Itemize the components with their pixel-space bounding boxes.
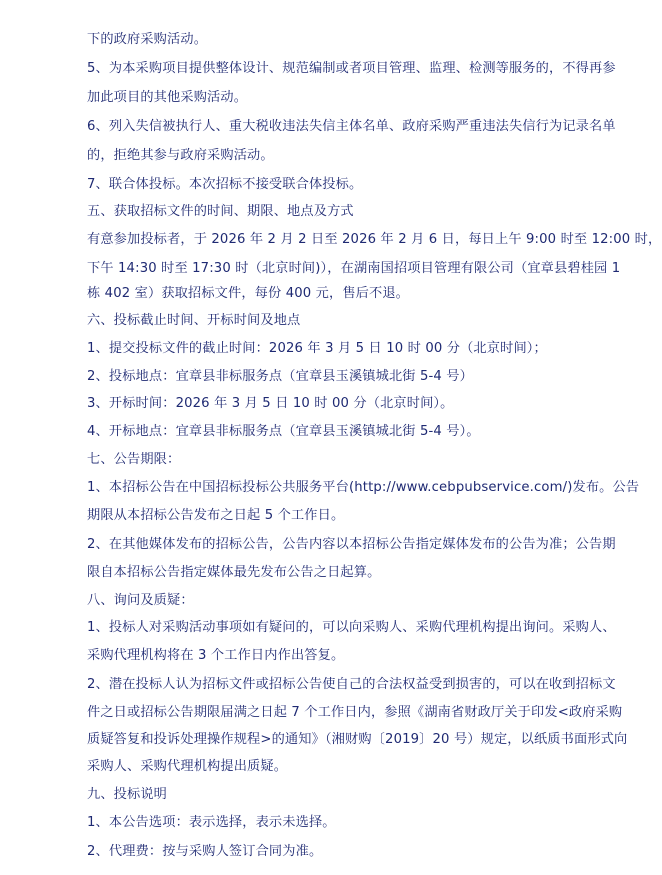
text-line-deadline: 1、提交投标文件的截止时间：2026 年 3 月 5 日 10 时 00 分（北京时间）； [87,341,547,356]
text-line-notice-1-cont: 期限从本招标公告发布之日起 5 个工作日。 [87,508,345,523]
text-line-inquiry-2-cont-3: 采购人、采购代理机构提出质疑。 [87,759,288,774]
section-heading-5: 五、获取招标文件的时间、期限、地点及方式 [87,204,354,219]
text-line-notice-2-cont: 限自本招标公告指定媒体最先发布公告之日起算。 [87,565,381,580]
text-line-acquisition-3: 栋 402 室）获取招标文件，每份 400 元，售后不退。 [87,286,410,301]
text-line-inquiry-2: 2、潜在投标人认为招标文件或招标公告使自己的合法权益受到损害的，可以在收到招标文 [87,677,616,692]
text-line-bid-location: 2、投标地点：宜章县非标服务点（宜章县玉溪镇城北街 5-4 号） [87,369,473,384]
text-line-opening-location: 4、开标地点：宜章县非标服务点（宜章县玉溪镇城北街 5-4 号）。 [87,424,480,439]
text-line-continuation: 下的政府采购活动。 [87,32,208,47]
text-line-notice-2: 2、在其他媒体发布的招标公告，公告内容以本招标公告指定媒体发布的公告为准；公告期 [87,537,616,552]
section-heading-7: 七、公告期限： [87,452,181,467]
text-line-item-6-cont: 的，拒绝其参与政府采购活动。 [87,148,274,163]
text-line-inquiry-2-cont-1: 件之日或招标公告期限届满之日起 7 个工作日内，参照《湖南省财政厅关于印发<政府采购 [87,705,623,720]
section-heading-9: 九、投标说明 [87,787,168,802]
text-line-options: 1、本公告选项：表示选择，表示未选择。 [87,815,336,830]
text-line-acquisition-2: 下午 14:30 时至 17:30 时（北京时间)），在湖南国招项目管理有限公司（宜章县碧桂园 1 [87,261,621,276]
text-line-item-5: 5、为本采购项目提供整体设计、规范编制或者项目管理、监理、检测等服务的，不得再参 [87,61,616,76]
text-line-notice-1: 1、本招标公告在中国招标投标公共服务平台(http://www.cebpubservice.com/)发布。公告 [87,480,640,495]
text-line-item-5-cont: 加此项目的其他采购活动。 [87,90,248,105]
text-line-opening-time: 3、开标时间：2026 年 3 月 5 日 10 时 00 分（北京时间）。 [87,396,454,411]
text-line-inquiry-1: 1、投标人对采购活动事项如有疑问的，可以向采购人、采购代理机构提出询问。采购人、 [87,620,616,635]
text-line-inquiry-1-cont: 采购代理机构将在 3 个工作日内作出答复。 [87,648,345,663]
text-line-item-7: 7、联合体投标。本次招标不接受联合体投标。 [87,177,363,192]
text-line-item-6: 6、列入失信被执行人、重大税收违法失信主体名单、政府采购严重违法失信行为记录名单 [87,119,616,134]
section-heading-8: 八、询问及质疑： [87,593,194,608]
text-line-inquiry-2-cont-2: 质疑答复和投诉处理操作规程>的通知》（湘财购〔2019〕20 号）规定，以纸质书面形式向 [87,732,628,747]
section-heading-6: 六、投标截止时间、开标时间及地点 [87,313,301,328]
text-line-agency-fee: 2、代理费：按与采购人签订合同为准。 [87,844,323,859]
text-line-acquisition-1: 有意参加投标者，于 2026 年 2 月 2 日至 2026 年 2 月 6 日，每日上午 9:00 时至 12:00 时， [87,232,662,247]
